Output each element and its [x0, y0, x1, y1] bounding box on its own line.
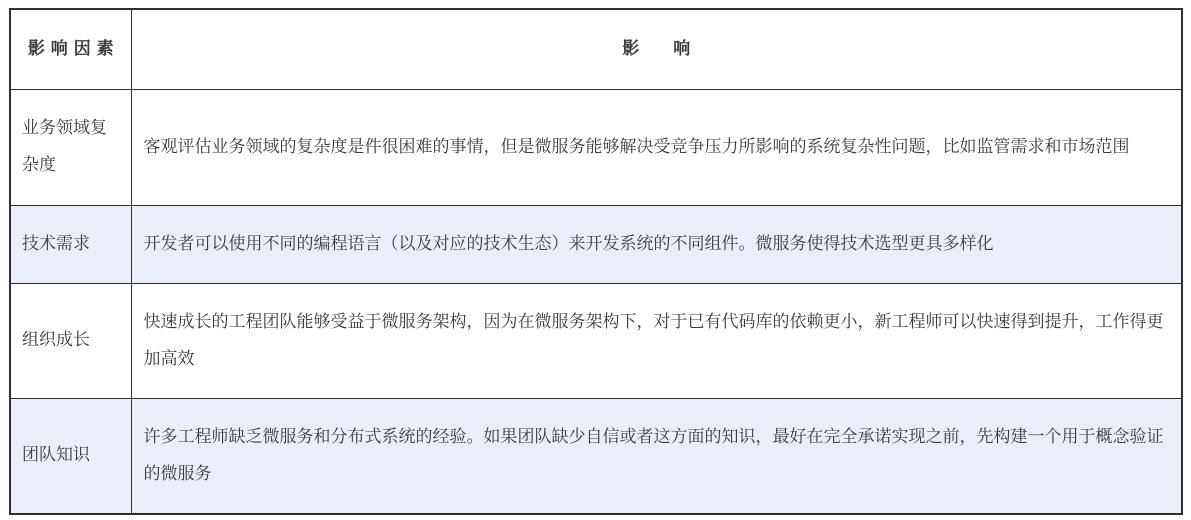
- header-factor: 影 响 因 素: [10, 9, 131, 89]
- factor-cell: 技术需求: [10, 205, 131, 283]
- table-header-row: [10, 9, 1182, 89]
- factor-cell: 业务领域复杂度: [10, 89, 131, 205]
- table-row: [10, 89, 1182, 205]
- impact-cell: 许多工程师缺乏微服务和分布式系统的经验。如果团队缺少自信或者这方面的知识，最好在完全承诺实现之前，先构建一个用于概念验证的微服务: [131, 398, 1182, 514]
- impact-cell: 客观评估业务领域的复杂度是件很困难的事情，但是微服务能够解决受竞争压力所影响的系统复杂性问题，比如监管需求和市场范围: [131, 89, 1182, 205]
- table-row: [10, 283, 1182, 398]
- table-row: [10, 205, 1182, 283]
- impact-cell: 开发者可以使用不同的编程语言（以及对应的技术生态）来开发系统的不同组件。微服务使得技术选型更具多样化: [131, 205, 1182, 283]
- header-impact: 影 响: [131, 9, 1182, 89]
- impact-cell: 快速成长的工程团队能够受益于微服务架构，因为在微服务架构下，对于已有代码库的依赖更小，新工程师可以快速得到提升，工作得更加高效: [131, 283, 1182, 398]
- factor-cell: 团队知识: [10, 398, 131, 514]
- factors-impact-table: [9, 8, 1183, 515]
- table-row: [10, 398, 1182, 514]
- factor-cell: 组织成长: [10, 283, 131, 398]
